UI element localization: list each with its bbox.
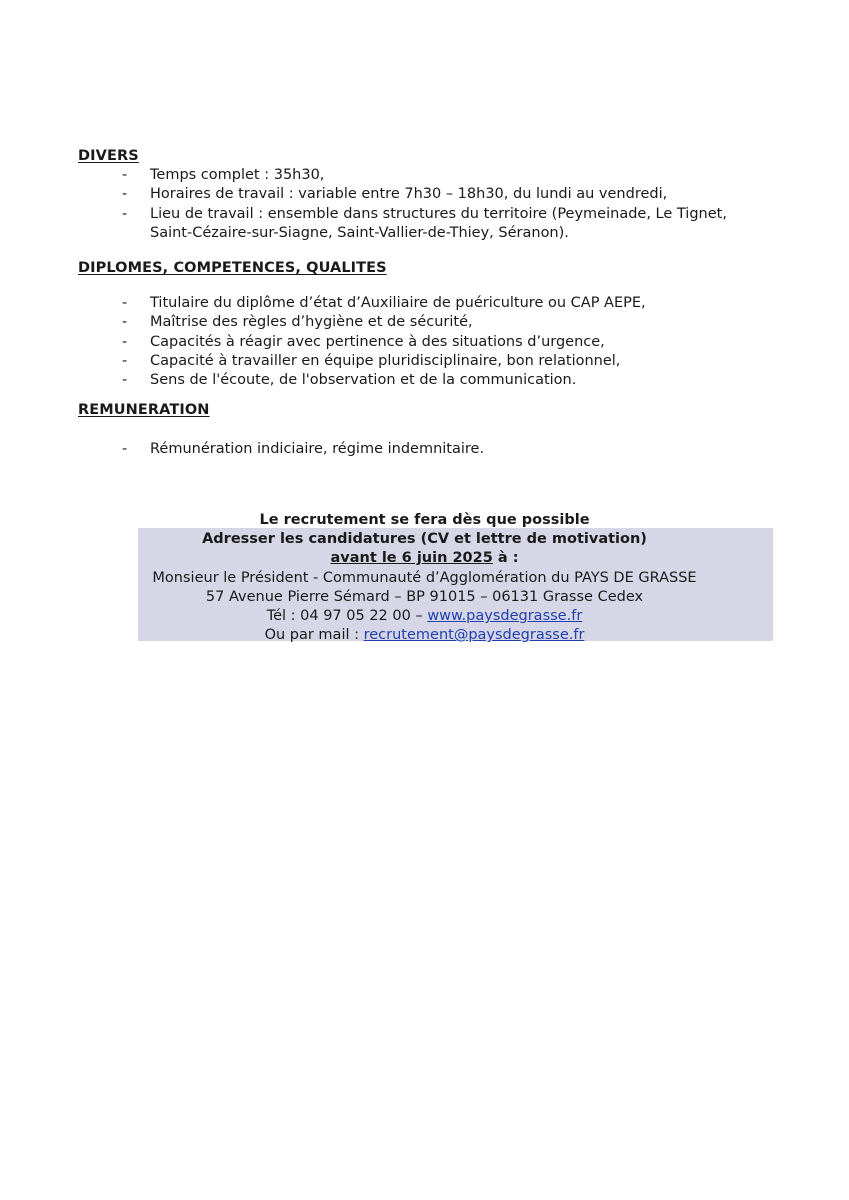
section-title-divers: DIVERS: [78, 148, 139, 164]
list-item: - Rémunération indiciaire, régime indemnitaire.: [122, 440, 802, 459]
list-item: - Sens de l'écoute, de l'observation et de la communication.: [122, 371, 802, 390]
dash-bullet: -: [122, 295, 128, 311]
divers-list: [122, 166, 802, 224]
dash-bullet: -: [122, 186, 128, 203]
website-link[interactable]: www.paysdegrasse.fr: [427, 608, 583, 625]
deadline-date: avant le 6 juin 2025: [330, 550, 493, 567]
divers-item3-continuation: Saint-Cézaire-sur-Siagne, Saint-Vallier-de-Thiey, Séranon).: [150, 225, 569, 241]
dash-bullet: -: [122, 372, 128, 389]
dash-bullet: -: [122, 167, 128, 183]
recipient-line: Monsieur le Président - Communauté d’Agglomération du PAYS DE GRASSE: [152, 569, 697, 586]
list-item: - Horaires de travail : variable entre 7h30 – 18h30, du lundi au vendredi,: [122, 185, 802, 204]
email-line: Ou par mail : recrutement@paysdegrasse.fr: [264, 627, 585, 644]
dash-bullet: -: [122, 441, 128, 457]
contact-block: [100, 511, 749, 645]
dash-bullet: -: [122, 205, 128, 222]
list-item: - Temps complet : 35h30,: [122, 166, 802, 185]
dash-bullet: -: [122, 352, 128, 369]
deadline-line: avant le 6 juin 2025 à :: [330, 550, 519, 567]
section-title-diplomes: DIPLOMES, COMPETENCES, QUALITES: [78, 260, 387, 276]
recruitment-note: Le recrutement se fera dès que possible: [259, 512, 590, 528]
application-instructions: Adresser les candidatures (CV et lettre de motivation): [202, 531, 647, 548]
remuneration-list: [122, 440, 802, 459]
phone-website-line: Tél : 04 97 05 22 00 – www.paysdegrasse.fr: [266, 608, 583, 625]
email-link[interactable]: recrutement@paysdegrasse.fr: [363, 627, 585, 644]
list-item: - Capacité à travailler en équipe pluridisciplinaire, bon relationnel,: [122, 352, 802, 371]
dash-bullet: -: [122, 314, 128, 331]
list-item: - Maîtrise des règles d’hygiène et de sécurité,: [122, 313, 802, 332]
list-item: - Titulaire du diplôme d’état d’Auxiliaire de puériculture ou CAP AEPE,: [122, 294, 802, 313]
postal-address: 57 Avenue Pierre Sémard – BP 91015 – 06131 Grasse Cedex: [205, 588, 644, 605]
list-item: - Lieu de travail : ensemble dans structures du territoire (Peymeinade, Le Tignet,: [122, 205, 802, 224]
section-title-remuneration: REMUNERATION: [78, 402, 210, 418]
list-item: - Capacités à réagir avec pertinence à des situations d’urgence,: [122, 333, 802, 352]
dash-bullet: -: [122, 333, 128, 350]
diplomes-list: [122, 294, 802, 390]
